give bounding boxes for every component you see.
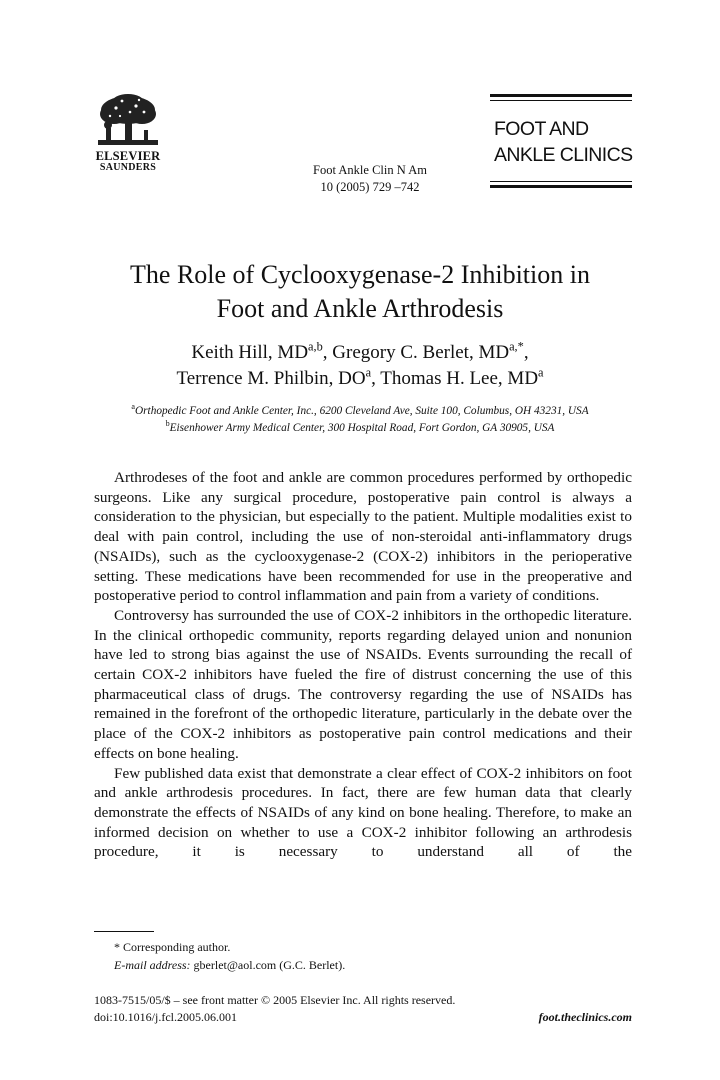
author-name: Keith Hill, MD: [191, 342, 309, 363]
brand-line-1: FOOT AND: [494, 118, 589, 140]
body-paragraph: Controversy has surrounded the use of COX-2 inhibitors in the orthopedic literature. In the clinical orthopedic community, reports regarding delayed union and nonunion have led to strong bias against the use of NSAIDs. Events surrounding the recall of certain COX-2 inhibitors have fueled the fire of distrust concerning the use of this pharmaceutical class of drugs. The controversy regarding the use of NSAIDs has remained in the forefront of the orthopedic literature, particularly in the debate over the place of the COX-2 inhibitors as postoperative pain control medications and their effects on bone healing.: [94, 606, 632, 762]
email-address: gberlet@aol.com (G.C. Berlet).: [193, 958, 346, 972]
title-line-2: Foot and Ankle Arthrodesis: [216, 294, 504, 323]
author-affiliation-mark: a,b: [308, 339, 323, 354]
affiliation-item: [40, 403, 680, 420]
footnotes: [94, 938, 594, 974]
email-note: [94, 956, 594, 974]
publisher-imprint: SAUNDERS: [99, 162, 157, 173]
author-separator: ,: [523, 342, 529, 363]
author-affiliation-mark: a,*: [509, 339, 524, 354]
doi: doi:10.1016/j.fcl.2005.06.001: [94, 1010, 237, 1024]
brand-line-2: ANKLE CLINICS: [494, 144, 633, 166]
doi-row: [94, 1009, 632, 1026]
affiliation-mark: a: [131, 402, 135, 412]
author-affiliation-mark: a: [538, 365, 544, 380]
body-paragraph: Arthrodeses of the foot and ankle are common procedures performed by orthopedic surgeons. Like any surgical procedure, postoperative pain control is always a consideration to the physician, but especially to the patient. Multiple modalities exist to deal with pain control, including the use of non-steroidal anti-inflammatory drugs (NSAIDs), such as the cyclooxygenase-2 (COX-2) inhibitors in the perioperative setting. These medications have been recommended for use in the preoperative and postoperative period to control inflammation and pain from a variety of conditions.: [94, 469, 632, 605]
article-body: [94, 468, 632, 862]
affiliation-mark: b: [165, 419, 170, 429]
author-separator: ,: [322, 342, 333, 363]
author-list: [60, 340, 660, 392]
affiliation-item: [40, 420, 680, 437]
author-name: Terrence M. Philbin, DO: [176, 368, 366, 389]
publisher-logo: [92, 92, 164, 182]
author-line-1: [60, 340, 660, 366]
email-label: E-mail address:: [114, 958, 191, 972]
publisher-name: ELSEVIER: [95, 149, 161, 163]
elsevier-tree-logo-icon: [92, 92, 164, 150]
brand-rule-bottom-thick: [490, 185, 632, 188]
author-name: Thomas H. Lee, MD: [380, 368, 539, 389]
journal-citation: [280, 162, 460, 196]
brand-rule-bottom-thin: [490, 181, 632, 182]
author-line-2: [60, 366, 660, 392]
citation-journal: Foot Ankle Clin N Am: [313, 163, 427, 177]
corresponding-author-note: * Corresponding author.: [114, 940, 231, 954]
author-name: Gregory C. Berlet, MD: [332, 342, 510, 363]
body-paragraph: Few published data exist that demonstrate a clear effect of COX-2 inhibitors on foot and ankle arthrodesis procedures. In fact, there are few human data that clearly demonstrate the effects of NSAIDs of any kind on bone healing. Therefore, to make an informed decision on whether to use a COX-2 inhibitor following an arthrodesis procedure, it is necessary to understand all of the: [94, 764, 632, 861]
issn-line: 1083-7515/05/$ – see front matter © 2005 Elsevier Inc. All rights reserved.: [94, 993, 456, 1007]
journal-website-link[interactable]: foot.theclinics.com: [538, 1010, 632, 1024]
article-title: [60, 258, 660, 326]
brand-rule-top-thin: [490, 100, 632, 101]
footnote-divider: [94, 931, 154, 932]
affiliation-text: Eisenhower Army Medical Center, 300 Hospital Road, Fort Gordon, GA 30905, USA: [169, 422, 555, 434]
title-line-1: The Role of Cyclooxygenase-2 Inhibition in: [130, 260, 590, 289]
citation-volume: 10 (2005) 729 –742: [320, 180, 420, 194]
author-affiliation-mark: a: [365, 365, 372, 380]
affiliation-list: [40, 403, 680, 437]
journal-brand-name: [494, 116, 633, 168]
front-matter: [94, 992, 632, 1026]
journal-brand: [490, 94, 632, 190]
author-separator: ,: [371, 368, 381, 389]
brand-rule-top-thick: [490, 94, 632, 97]
affiliation-text: Orthopedic Foot and Ankle Center, Inc., 6200 Cleveland Ave, Suite 100, Columbus, OH 43231, USA: [135, 405, 589, 417]
